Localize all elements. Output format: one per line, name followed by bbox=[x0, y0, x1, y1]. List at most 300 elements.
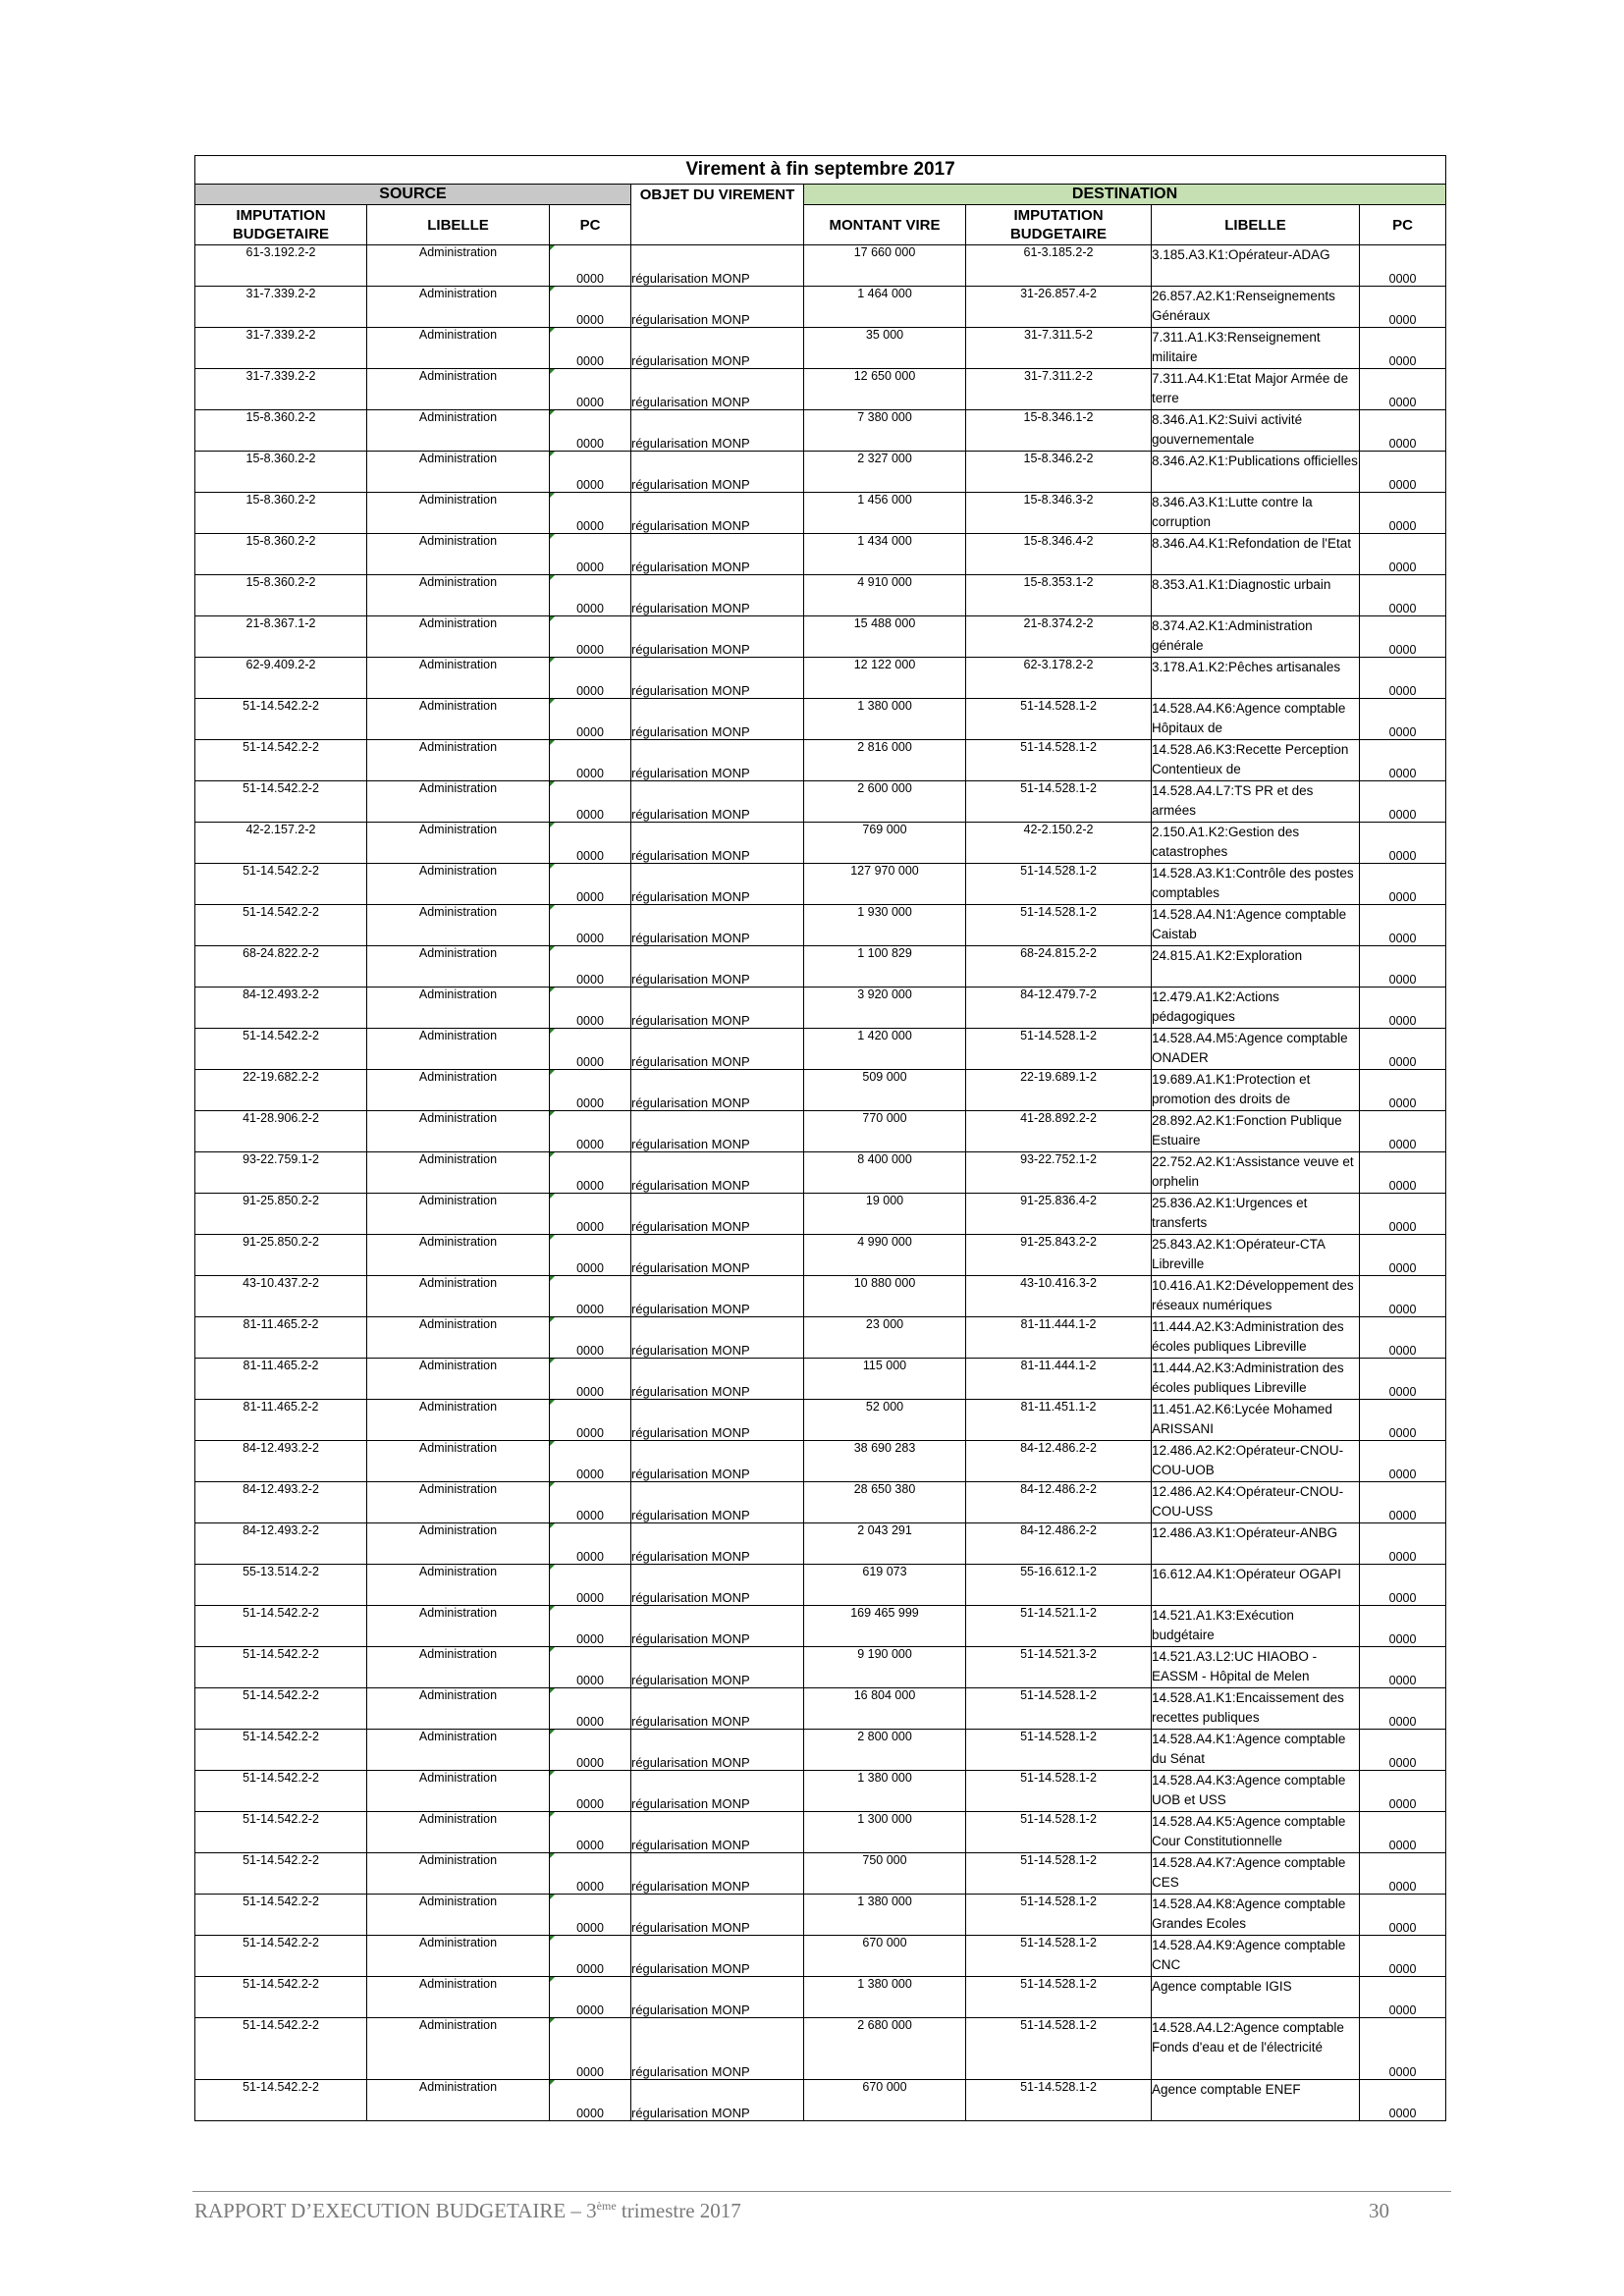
cell-dest-libelle bbox=[1152, 1359, 1360, 1400]
cell-objet: régularisation MONP bbox=[631, 864, 804, 905]
cell-montant: 770 000 bbox=[804, 1111, 966, 1152]
cell-dest-imputation: 61-3.185.2-2 bbox=[966, 245, 1152, 287]
cell-libelle: Administration bbox=[367, 1359, 550, 1400]
cell-montant: 769 000 bbox=[804, 823, 966, 864]
cell-montant: 4 990 000 bbox=[804, 1235, 966, 1276]
cell-dest-pc: 0000 bbox=[1360, 1977, 1446, 2018]
cell-dest-pc: 0000 bbox=[1360, 946, 1446, 988]
cell-dest-pc: 0000 bbox=[1360, 410, 1446, 452]
dest-libelle-text: 14.528.A4.K8:Agence comptable Grandes Ecoles bbox=[1152, 1896, 1346, 1931]
cell-pc: 0000 bbox=[550, 2080, 631, 2121]
table-row bbox=[195, 1936, 1446, 1977]
table-row bbox=[195, 534, 1446, 575]
cell-pc: 0000 bbox=[550, 1523, 631, 1565]
cell-imputation: 31-7.339.2-2 bbox=[195, 287, 367, 328]
cell-montant: 1 300 000 bbox=[804, 1812, 966, 1853]
dest-libelle-text: 14.528.A4.K6:Agence comptable Hôpitaux de bbox=[1152, 701, 1346, 735]
cell-montant: 127 970 000 bbox=[804, 864, 966, 905]
cell-dest-libelle bbox=[1152, 328, 1360, 369]
table-row bbox=[195, 1812, 1446, 1853]
cell-dest-imputation: 51-14.528.1-2 bbox=[966, 1730, 1152, 1771]
cell-montant: 23 000 bbox=[804, 1317, 966, 1359]
cell-dest-libelle bbox=[1152, 740, 1360, 781]
cell-dest-libelle bbox=[1152, 287, 1360, 328]
cell-montant: 1 434 000 bbox=[804, 534, 966, 575]
cell-dest-libelle bbox=[1152, 905, 1360, 946]
cell-libelle: Administration bbox=[367, 1194, 550, 1235]
dest-libelle-text: 26.857.A2.K1:Renseignements Généraux bbox=[1152, 289, 1335, 323]
cell-libelle: Administration bbox=[367, 2080, 550, 2121]
virement-table bbox=[194, 155, 1446, 2121]
cell-libelle: Administration bbox=[367, 534, 550, 575]
table-row bbox=[195, 1441, 1446, 1482]
cell-libelle: Administration bbox=[367, 823, 550, 864]
cell-montant: 1 380 000 bbox=[804, 1977, 966, 2018]
dest-libelle-text: 11.451.A2.K6:Lycée Mohamed ARISSANI bbox=[1152, 1402, 1332, 1436]
cell-montant: 2 327 000 bbox=[804, 452, 966, 493]
cell-pc: 0000 bbox=[550, 1977, 631, 2018]
table-row bbox=[195, 1523, 1446, 1565]
cell-libelle: Administration bbox=[367, 1482, 550, 1523]
cell-dest-libelle bbox=[1152, 699, 1360, 740]
cell-montant: 52 000 bbox=[804, 1400, 966, 1441]
cell-imputation: 51-14.542.2-2 bbox=[195, 1647, 367, 1688]
cell-libelle: Administration bbox=[367, 1895, 550, 1936]
cell-dest-libelle bbox=[1152, 946, 1360, 988]
cell-pc: 0000 bbox=[550, 1688, 631, 1730]
cell-dest-pc: 0000 bbox=[1360, 1936, 1446, 1977]
cell-libelle: Administration bbox=[367, 575, 550, 616]
cell-libelle: Administration bbox=[367, 1317, 550, 1359]
cell-dest-libelle bbox=[1152, 988, 1360, 1029]
cell-dest-pc: 0000 bbox=[1360, 1070, 1446, 1111]
cell-dest-imputation: 51-14.528.1-2 bbox=[966, 2080, 1152, 2121]
table-row bbox=[195, 1235, 1446, 1276]
cell-dest-pc: 0000 bbox=[1360, 740, 1446, 781]
cell-dest-pc: 0000 bbox=[1360, 1276, 1446, 1317]
cell-montant: 670 000 bbox=[804, 2080, 966, 2121]
cell-dest-pc: 0000 bbox=[1360, 1359, 1446, 1400]
dest-libelle-text: 3.178.A1.K2:Pêches artisanales bbox=[1152, 660, 1341, 674]
cell-dest-libelle bbox=[1152, 1647, 1360, 1688]
cell-dest-imputation: 15-8.346.2-2 bbox=[966, 452, 1152, 493]
cell-dest-imputation: 68-24.815.2-2 bbox=[966, 946, 1152, 988]
cell-imputation: 51-14.542.2-2 bbox=[195, 740, 367, 781]
dest-libelle-text: 25.843.A2.K1:Opérateur-CTA Libreville bbox=[1152, 1237, 1326, 1271]
cell-pc: 0000 bbox=[550, 534, 631, 575]
cell-dest-imputation: 21-8.374.2-2 bbox=[966, 616, 1152, 658]
cell-pc: 0000 bbox=[550, 2018, 631, 2080]
cell-dest-libelle bbox=[1152, 1895, 1360, 1936]
cell-dest-imputation: 15-8.346.4-2 bbox=[966, 534, 1152, 575]
cell-libelle: Administration bbox=[367, 1812, 550, 1853]
cell-objet: régularisation MONP bbox=[631, 658, 804, 699]
cell-pc: 0000 bbox=[550, 1606, 631, 1647]
cell-pc: 0000 bbox=[550, 1111, 631, 1152]
table-row bbox=[195, 1194, 1446, 1235]
cell-objet: régularisation MONP bbox=[631, 1853, 804, 1895]
dest-libelle-text: 14.528.A3.K1:Contrôle des postes comptables bbox=[1152, 866, 1354, 900]
cell-objet: régularisation MONP bbox=[631, 2018, 804, 2080]
cell-montant: 2 680 000 bbox=[804, 2018, 966, 2080]
table-row bbox=[195, 1853, 1446, 1895]
cell-dest-imputation: 81-11.444.1-2 bbox=[966, 1317, 1152, 1359]
cell-libelle: Administration bbox=[367, 658, 550, 699]
table-row bbox=[195, 1359, 1446, 1400]
cell-dest-imputation: 15-8.346.1-2 bbox=[966, 410, 1152, 452]
cell-dest-libelle bbox=[1152, 1812, 1360, 1853]
cell-dest-imputation: 51-14.528.1-2 bbox=[966, 781, 1152, 823]
cell-libelle: Administration bbox=[367, 1977, 550, 2018]
cell-dest-pc: 0000 bbox=[1360, 1400, 1446, 1441]
dest-libelle-text: 14.528.A4.N1:Agence comptable Caistab bbox=[1152, 907, 1347, 941]
cell-objet: régularisation MONP bbox=[631, 2080, 804, 2121]
cell-imputation: 51-14.542.2-2 bbox=[195, 1771, 367, 1812]
cell-montant: 38 690 283 bbox=[804, 1441, 966, 1482]
cell-montant: 1 464 000 bbox=[804, 287, 966, 328]
cell-objet: régularisation MONP bbox=[631, 575, 804, 616]
table-row bbox=[195, 988, 1446, 1029]
cell-dest-imputation: 93-22.752.1-2 bbox=[966, 1152, 1152, 1194]
cell-dest-imputation: 55-16.612.1-2 bbox=[966, 1565, 1152, 1606]
objet-header: OBJET DU VIREMENT bbox=[631, 185, 804, 245]
cell-dest-pc: 0000 bbox=[1360, 1730, 1446, 1771]
cell-dest-imputation: 91-25.843.2-2 bbox=[966, 1235, 1152, 1276]
cell-imputation: 42-2.157.2-2 bbox=[195, 823, 367, 864]
table-row bbox=[195, 1606, 1446, 1647]
cell-dest-pc: 0000 bbox=[1360, 781, 1446, 823]
table-row bbox=[195, 1482, 1446, 1523]
cell-dest-pc: 0000 bbox=[1360, 369, 1446, 410]
cell-pc: 0000 bbox=[550, 1853, 631, 1895]
table-row bbox=[195, 369, 1446, 410]
footer-report-sup: ème bbox=[596, 2199, 617, 2213]
dest-libelle-text: 11.444.A2.K3:Administration des écoles publiques Libreville bbox=[1152, 1361, 1344, 1395]
cell-dest-libelle bbox=[1152, 1730, 1360, 1771]
dest-libelle-text: 8.374.A2.K1:Administration générale bbox=[1152, 618, 1313, 653]
table-row bbox=[195, 658, 1446, 699]
cell-montant: 2 816 000 bbox=[804, 740, 966, 781]
cell-objet: régularisation MONP bbox=[631, 1895, 804, 1936]
cell-objet: régularisation MONP bbox=[631, 946, 804, 988]
cell-montant: 619 073 bbox=[804, 1565, 966, 1606]
cell-dest-pc: 0000 bbox=[1360, 1688, 1446, 1730]
cell-dest-libelle bbox=[1152, 369, 1360, 410]
cell-montant: 16 804 000 bbox=[804, 1688, 966, 1730]
cell-montant: 509 000 bbox=[804, 1070, 966, 1111]
cell-dest-imputation: 51-14.528.1-2 bbox=[966, 1977, 1152, 2018]
cell-imputation: 15-8.360.2-2 bbox=[195, 575, 367, 616]
cell-dest-imputation: 51-14.528.1-2 bbox=[966, 740, 1152, 781]
cell-imputation: 31-7.339.2-2 bbox=[195, 369, 367, 410]
cell-libelle: Administration bbox=[367, 1235, 550, 1276]
cell-imputation: 51-14.542.2-2 bbox=[195, 1977, 367, 2018]
cell-objet: régularisation MONP bbox=[631, 1523, 804, 1565]
cell-pc: 0000 bbox=[550, 1359, 631, 1400]
table-row bbox=[195, 2018, 1446, 2080]
table-row bbox=[195, 946, 1446, 988]
cell-pc: 0000 bbox=[550, 905, 631, 946]
cell-pc: 0000 bbox=[550, 740, 631, 781]
cell-dest-pc: 0000 bbox=[1360, 2018, 1446, 2080]
cell-libelle: Administration bbox=[367, 1152, 550, 1194]
cell-montant: 12 650 000 bbox=[804, 369, 966, 410]
cell-pc: 0000 bbox=[550, 1276, 631, 1317]
dest-libelle-text: 12.486.A3.K1:Opérateur-ANBG bbox=[1152, 1525, 1338, 1540]
cell-objet: régularisation MONP bbox=[631, 1812, 804, 1853]
cell-libelle: Administration bbox=[367, 781, 550, 823]
cell-dest-imputation: 51-14.528.1-2 bbox=[966, 1895, 1152, 1936]
cell-libelle: Administration bbox=[367, 616, 550, 658]
table-row bbox=[195, 864, 1446, 905]
cell-dest-pc: 0000 bbox=[1360, 575, 1446, 616]
cell-objet: régularisation MONP bbox=[631, 493, 804, 534]
cell-dest-libelle bbox=[1152, 1936, 1360, 1977]
cell-objet: régularisation MONP bbox=[631, 781, 804, 823]
cell-libelle: Administration bbox=[367, 2018, 550, 2080]
cell-objet: régularisation MONP bbox=[631, 823, 804, 864]
table-row bbox=[195, 1152, 1446, 1194]
cell-montant: 10 880 000 bbox=[804, 1276, 966, 1317]
cell-libelle: Administration bbox=[367, 864, 550, 905]
cell-dest-libelle bbox=[1152, 1977, 1360, 2018]
footer-page-number: 30 bbox=[1369, 2199, 1389, 2222]
cell-libelle: Administration bbox=[367, 1441, 550, 1482]
cell-libelle: Administration bbox=[367, 740, 550, 781]
cell-imputation: 51-14.542.2-2 bbox=[195, 699, 367, 740]
cell-dest-imputation: 51-14.521.3-2 bbox=[966, 1647, 1152, 1688]
cell-imputation: 15-8.360.2-2 bbox=[195, 410, 367, 452]
cell-libelle: Administration bbox=[367, 1647, 550, 1688]
cell-dest-libelle bbox=[1152, 493, 1360, 534]
cell-dest-libelle bbox=[1152, 2080, 1360, 2121]
cell-objet: régularisation MONP bbox=[631, 328, 804, 369]
cell-pc: 0000 bbox=[550, 575, 631, 616]
cell-pc: 0000 bbox=[550, 1647, 631, 1688]
cell-objet: régularisation MONP bbox=[631, 245, 804, 287]
cell-libelle: Administration bbox=[367, 245, 550, 287]
cell-pc: 0000 bbox=[550, 452, 631, 493]
dest-libelle-text: 7.311.A1.K3:Renseignement militaire bbox=[1152, 330, 1321, 364]
cell-dest-libelle bbox=[1152, 1276, 1360, 1317]
dest-libelle-text: 8.346.A1.K2:Suivi activité gouvernementale bbox=[1152, 412, 1303, 447]
cell-dest-imputation: 84-12.486.2-2 bbox=[966, 1523, 1152, 1565]
dest-libelle-text: 14.528.A4.M5:Agence comptable ONADER bbox=[1152, 1031, 1348, 1065]
cell-libelle: Administration bbox=[367, 1853, 550, 1895]
cell-montant: 2 800 000 bbox=[804, 1730, 966, 1771]
cell-pc: 0000 bbox=[550, 1235, 631, 1276]
cell-objet: régularisation MONP bbox=[631, 410, 804, 452]
cell-dest-libelle bbox=[1152, 1070, 1360, 1111]
cell-dest-imputation: 41-28.892.2-2 bbox=[966, 1111, 1152, 1152]
dest-libelle-text: Agence comptable IGIS bbox=[1152, 1979, 1292, 1994]
cell-pc: 0000 bbox=[550, 1812, 631, 1853]
cell-dest-libelle bbox=[1152, 1317, 1360, 1359]
cell-libelle: Administration bbox=[367, 1276, 550, 1317]
cell-dest-pc: 0000 bbox=[1360, 493, 1446, 534]
cell-libelle: Administration bbox=[367, 699, 550, 740]
cell-objet: régularisation MONP bbox=[631, 1647, 804, 1688]
cell-dest-imputation: 51-14.528.1-2 bbox=[966, 1029, 1152, 1070]
cell-dest-libelle bbox=[1152, 534, 1360, 575]
cell-dest-imputation: 51-14.528.1-2 bbox=[966, 699, 1152, 740]
table-row bbox=[195, 575, 1446, 616]
cell-pc: 0000 bbox=[550, 1070, 631, 1111]
cell-dest-imputation: 51-14.528.1-2 bbox=[966, 1936, 1152, 1977]
dest-libelle-text: 14.521.A1.K3:Exécution budgétaire bbox=[1152, 1608, 1294, 1642]
cell-dest-pc: 0000 bbox=[1360, 1523, 1446, 1565]
header-imputation: IMPUTATION BUDGETAIRE bbox=[195, 205, 367, 245]
table-row bbox=[195, 1730, 1446, 1771]
cell-dest-pc: 0000 bbox=[1360, 1853, 1446, 1895]
cell-dest-imputation: 22-19.689.1-2 bbox=[966, 1070, 1152, 1111]
cell-montant: 3 920 000 bbox=[804, 988, 966, 1029]
cell-dest-pc: 0000 bbox=[1360, 905, 1446, 946]
cell-imputation: 81-11.465.2-2 bbox=[195, 1359, 367, 1400]
cell-objet: régularisation MONP bbox=[631, 740, 804, 781]
cell-dest-libelle bbox=[1152, 1111, 1360, 1152]
cell-libelle: Administration bbox=[367, 1565, 550, 1606]
cell-montant: 17 660 000 bbox=[804, 245, 966, 287]
dest-libelle-text: 8.346.A3.K1:Lutte contre la corruption bbox=[1152, 495, 1313, 529]
cell-pc: 0000 bbox=[550, 410, 631, 452]
table-row bbox=[195, 1317, 1446, 1359]
dest-libelle-text: 28.892.A2.K1:Fonction Publique Estuaire bbox=[1152, 1113, 1342, 1148]
cell-montant: 15 488 000 bbox=[804, 616, 966, 658]
header-dest-libelle: LIBELLE bbox=[1152, 205, 1360, 245]
cell-objet: régularisation MONP bbox=[631, 1317, 804, 1359]
dest-libelle-text: 14.528.A4.L7:TS PR et des armées bbox=[1152, 783, 1314, 818]
cell-montant: 1 380 000 bbox=[804, 1895, 966, 1936]
cell-objet: régularisation MONP bbox=[631, 534, 804, 575]
cell-dest-libelle bbox=[1152, 1152, 1360, 1194]
cell-dest-libelle bbox=[1152, 1029, 1360, 1070]
cell-imputation: 51-14.542.2-2 bbox=[195, 1812, 367, 1853]
cell-dest-imputation: 62-3.178.2-2 bbox=[966, 658, 1152, 699]
cell-imputation: 51-14.542.2-2 bbox=[195, 1688, 367, 1730]
cell-dest-pc: 0000 bbox=[1360, 2080, 1446, 2121]
cell-montant: 8 400 000 bbox=[804, 1152, 966, 1194]
cell-imputation: 31-7.339.2-2 bbox=[195, 328, 367, 369]
cell-imputation: 21-8.367.1-2 bbox=[195, 616, 367, 658]
cell-dest-libelle bbox=[1152, 1771, 1360, 1812]
cell-pc: 0000 bbox=[550, 1730, 631, 1771]
cell-objet: régularisation MONP bbox=[631, 1400, 804, 1441]
table-row bbox=[195, 1647, 1446, 1688]
cell-objet: régularisation MONP bbox=[631, 1194, 804, 1235]
cell-pc: 0000 bbox=[550, 1152, 631, 1194]
cell-dest-pc: 0000 bbox=[1360, 287, 1446, 328]
cell-libelle: Administration bbox=[367, 369, 550, 410]
cell-imputation: 84-12.493.2-2 bbox=[195, 1523, 367, 1565]
cell-montant: 19 000 bbox=[804, 1194, 966, 1235]
cell-pc: 0000 bbox=[550, 1771, 631, 1812]
cell-dest-libelle bbox=[1152, 1688, 1360, 1730]
cell-imputation: 61-3.192.2-2 bbox=[195, 245, 367, 287]
cell-dest-imputation: 31-7.311.5-2 bbox=[966, 328, 1152, 369]
cell-pc: 0000 bbox=[550, 1936, 631, 1977]
table-row bbox=[195, 493, 1446, 534]
cell-libelle: Administration bbox=[367, 1771, 550, 1812]
cell-montant: 1 100 829 bbox=[804, 946, 966, 988]
cell-imputation: 15-8.360.2-2 bbox=[195, 493, 367, 534]
cell-dest-imputation: 81-11.444.1-2 bbox=[966, 1359, 1152, 1400]
cell-libelle: Administration bbox=[367, 452, 550, 493]
cell-objet: régularisation MONP bbox=[631, 1276, 804, 1317]
cell-dest-pc: 0000 bbox=[1360, 658, 1446, 699]
cell-dest-imputation: 84-12.486.2-2 bbox=[966, 1441, 1152, 1482]
cell-montant: 1 380 000 bbox=[804, 699, 966, 740]
cell-dest-pc: 0000 bbox=[1360, 1194, 1446, 1235]
cell-dest-libelle bbox=[1152, 1194, 1360, 1235]
cell-dest-pc: 0000 bbox=[1360, 823, 1446, 864]
dest-libelle-text: 12.479.A1.K2:Actions pédagogiques bbox=[1152, 989, 1279, 1024]
cell-objet: régularisation MONP bbox=[631, 1936, 804, 1977]
cell-pc: 0000 bbox=[550, 1194, 631, 1235]
cell-montant: 35 000 bbox=[804, 328, 966, 369]
cell-dest-imputation: 15-8.346.3-2 bbox=[966, 493, 1152, 534]
footer-report-prefix: RAPPORT D’EXECUTION BUDGETAIRE – 3 bbox=[194, 2199, 597, 2222]
table-body bbox=[195, 245, 1446, 2121]
cell-imputation: 51-14.542.2-2 bbox=[195, 1895, 367, 1936]
table-row bbox=[195, 740, 1446, 781]
table-row bbox=[195, 452, 1446, 493]
cell-imputation: 84-12.493.2-2 bbox=[195, 988, 367, 1029]
cell-montant: 1 380 000 bbox=[804, 1771, 966, 1812]
cell-pc: 0000 bbox=[550, 328, 631, 369]
cell-dest-imputation: 51-14.528.1-2 bbox=[966, 905, 1152, 946]
cell-dest-imputation: 51-14.521.1-2 bbox=[966, 1606, 1152, 1647]
cell-dest-pc: 0000 bbox=[1360, 1029, 1446, 1070]
cell-objet: régularisation MONP bbox=[631, 452, 804, 493]
cell-objet: régularisation MONP bbox=[631, 1771, 804, 1812]
cell-dest-pc: 0000 bbox=[1360, 864, 1446, 905]
cell-montant: 1 420 000 bbox=[804, 1029, 966, 1070]
dest-libelle-text: 14.528.A1.K1:Encaissement des recettes publiques bbox=[1152, 1690, 1344, 1725]
dest-libelle-text: 12.486.A2.K2:Opérateur-CNOU-COU-UOB bbox=[1152, 1443, 1344, 1477]
cell-dest-pc: 0000 bbox=[1360, 1235, 1446, 1276]
cell-imputation: 43-10.437.2-2 bbox=[195, 1276, 367, 1317]
cell-dest-pc: 0000 bbox=[1360, 452, 1446, 493]
table-row bbox=[195, 1276, 1446, 1317]
cell-dest-libelle bbox=[1152, 1400, 1360, 1441]
dest-libelle-text: 14.528.A4.K5:Agence comptable Cour Constitutionnelle bbox=[1152, 1814, 1346, 1848]
cell-imputation: 15-8.360.2-2 bbox=[195, 452, 367, 493]
cell-dest-imputation: 31-26.857.4-2 bbox=[966, 287, 1152, 328]
cell-pc: 0000 bbox=[550, 823, 631, 864]
cell-objet: régularisation MONP bbox=[631, 616, 804, 658]
table-row bbox=[195, 1977, 1446, 2018]
cell-dest-libelle bbox=[1152, 1235, 1360, 1276]
cell-dest-pc: 0000 bbox=[1360, 1317, 1446, 1359]
cell-dest-pc: 0000 bbox=[1360, 534, 1446, 575]
cell-montant: 750 000 bbox=[804, 1853, 966, 1895]
cell-objet: régularisation MONP bbox=[631, 1111, 804, 1152]
cell-objet: régularisation MONP bbox=[631, 1606, 804, 1647]
cell-objet: régularisation MONP bbox=[631, 905, 804, 946]
table-row bbox=[195, 781, 1446, 823]
cell-dest-libelle bbox=[1152, 1482, 1360, 1523]
cell-objet: régularisation MONP bbox=[631, 1441, 804, 1482]
dest-libelle-text: 16.612.A4.K1:Opérateur OGAPI bbox=[1152, 1567, 1341, 1581]
cell-dest-imputation: 51-14.528.1-2 bbox=[966, 1688, 1152, 1730]
cell-dest-imputation: 51-14.528.1-2 bbox=[966, 864, 1152, 905]
cell-libelle: Administration bbox=[367, 287, 550, 328]
cell-pc: 0000 bbox=[550, 1317, 631, 1359]
cell-dest-pc: 0000 bbox=[1360, 1152, 1446, 1194]
cell-imputation: 15-8.360.2-2 bbox=[195, 534, 367, 575]
cell-objet: régularisation MONP bbox=[631, 1152, 804, 1194]
